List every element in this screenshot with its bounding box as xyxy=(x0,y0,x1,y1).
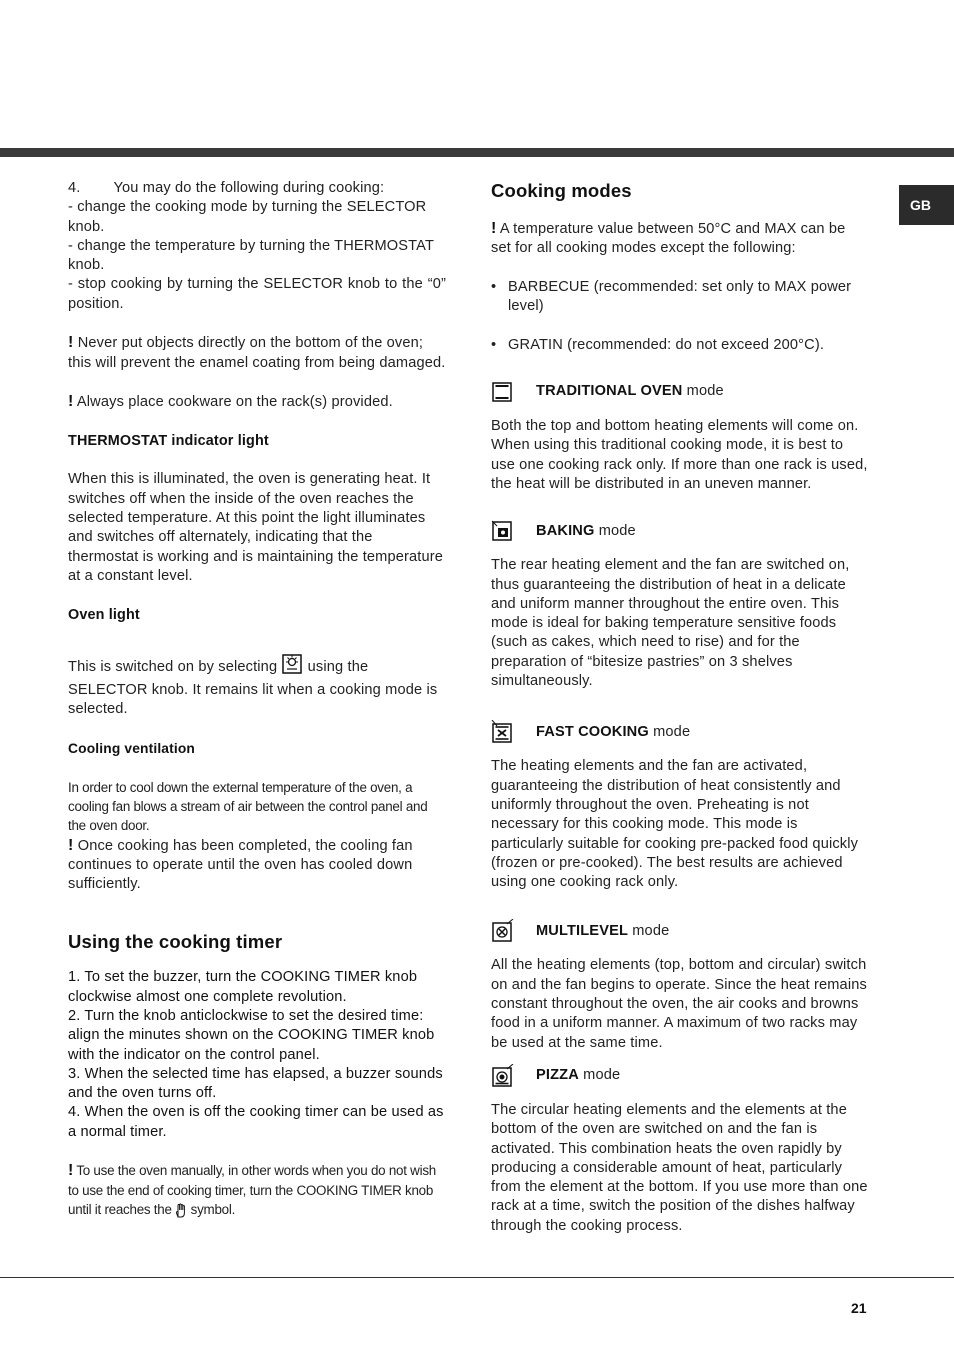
exception-item: • BARBECUE (recommended: set only to MAX power level) xyxy=(491,278,869,317)
mode-description: All the heating elements (top, bottom and circular) switch on and the fan begins to operate. Since the heat remains constant throughout the oven, the air cooks and browns food in a uniform manner. A maximum of two racks may be used at the same time. xyxy=(491,957,867,1051)
mode-description: The heating elements and the fan are activated, guaranteeing the distribution of heat consistently and uniformly throughout the oven. Preheating is not necessary for this cooking mode. This mode is particularly suitable for cooking pre-packed food quickly (frozen or pre-cooked). The best results are achieved using one cooking rack only. xyxy=(491,758,859,891)
manual-note: ! To use the oven manually, in other words when you do not wish to use the end of cooking timer, turn the COOKING TIMER knob until it reaches the symbol. xyxy=(68,1161,446,1223)
pizza-icon xyxy=(491,1064,536,1088)
mode-heading-multilevel: MULTILEVEL mode xyxy=(491,916,869,946)
mode-description: The circular heating elements and the elements at the bottom of the oven are switched on and the fan is activated. This combination heats the oven rapidly by producing a considerable amount of heat, particularly from the element at the bottom. If you use more than one rack at a time, switch the position of the dishes halfway through the cooking process. xyxy=(491,1101,868,1234)
mode-heading-pizza: PIZZA mode xyxy=(491,1061,869,1091)
cooling-text: In order to cool down the external temperature of the oven, a cooling fan blows a stream of air between the control panel and the oven door. xyxy=(68,779,428,834)
fast-cooking-icon xyxy=(491,720,536,744)
mode-description: Both the top and bottom heating elements will come on. When using this traditional cooking mode, it is best to use one cooking rack only. If more than one rack is used, the heat will be distributed in an uneven manner. xyxy=(491,418,868,492)
bullet-mark: • xyxy=(491,336,497,353)
warning-rack: ! Always place cookware on the rack(s) provided. xyxy=(68,393,393,411)
bullet-mark: • xyxy=(491,278,497,295)
mode-name: BAKING xyxy=(536,522,595,539)
language-tab xyxy=(899,185,954,225)
step-4: 4. You may do the following during cooking: xyxy=(68,180,385,196)
mode-name: PIZZA xyxy=(536,1067,579,1084)
traditional-oven-icon xyxy=(491,381,536,403)
during-item: - change the temperature by turning the THERMOSTAT knob. xyxy=(68,237,434,274)
mode-name: MULTILEVEL xyxy=(536,922,629,939)
mode-heading-traditional-oven: TRADITIONAL OVEN mode xyxy=(491,377,869,407)
mode-name: TRADITIONAL OVEN xyxy=(536,383,683,400)
during-item: - change the cooking mode by turning the SELECTOR knob. xyxy=(68,199,427,235)
page-number: 21 xyxy=(851,1300,867,1316)
mode-description: The rear heating element and the fan are switched on, thus guaranteeing the distribution of heat in a delicate and uniform manner throughout the entire oven. This mode is ideal for baking temperature sensitive foods (such as cakes, which need to rise) and for the preparation of “bitesize pastries” on 3 shelves simultaneously. xyxy=(491,557,850,690)
timer-step: 3. When the selected time has elapsed, a buzzer sounds and the oven turns off. xyxy=(68,1065,443,1102)
warning-mark: ! xyxy=(68,334,74,352)
warning-mark: ! xyxy=(491,220,497,237)
mode-heading-baking: BAKING mode xyxy=(491,516,869,546)
thermostat-title: THERMOSTAT indicator light xyxy=(68,432,269,449)
oven-light-title: Oven light xyxy=(68,606,140,623)
exception-item: • GRATIN (recommended: do not exceed 200°C). xyxy=(491,336,869,355)
timer-step: 4. When the oven is off the cooking timer can be used as a normal timer. xyxy=(68,1104,444,1140)
oven-light-icon xyxy=(281,653,303,681)
warning-mark: ! xyxy=(68,393,74,411)
timer-title: Using the cooking timer xyxy=(68,931,283,953)
cooling-warning: ! Once cooking has been completed, the cooling fan continues to operate until the oven has cooled down sufficiently. xyxy=(68,836,413,893)
multilevel-icon xyxy=(491,919,536,943)
oven-light-text: This is switched on by selecting using the SELECTOR knob. It remains lit when a cooking mode is selected. xyxy=(68,653,446,720)
thermostat-text: When this is illuminated, the oven is generating heat. It switches off when the inside of the oven reaches the selected temperature. At this point the light illuminates and switches off alternately, indicating that the thermostat is working and is maintaining the temperature at a constant level. xyxy=(68,471,444,584)
during-item: - stop cooking by turning the SELECTOR knob to the “0” position. xyxy=(68,276,446,312)
warning-enamel: ! Never put objects directly on the bottom of the oven; this will prevent the enamel coating from being damaged. xyxy=(68,334,446,371)
timer-step: 2. Turn the knob anticlockwise to set the desired time: align the minutes shown on the COOKING TIMER knob with the indicator on the control panel. xyxy=(68,1007,435,1063)
header-rule xyxy=(0,148,954,157)
timer-step: 1. To set the buzzer, turn the COOKING TIMER knob clockwise almost one complete revolution. xyxy=(68,969,418,1005)
mode-heading-fast-cooking: FAST COOKING mode xyxy=(491,717,869,747)
language-tab-label: GB xyxy=(910,197,931,213)
cooking-modes-title: Cooking modes xyxy=(491,180,632,201)
left-column xyxy=(68,179,446,1223)
warning-mark: ! xyxy=(68,1162,74,1180)
baking-icon xyxy=(491,520,536,542)
right-column xyxy=(491,179,869,1236)
cooling-title: Cooling ventilation xyxy=(68,741,196,757)
warning-mark: ! xyxy=(68,836,74,854)
mode-name: FAST COOKING xyxy=(536,723,649,740)
cooking-modes-intro: ! A temperature value between 50°C and MAX can be set for all cooking modes except the following: xyxy=(491,220,846,257)
footer-rule xyxy=(0,1277,954,1278)
hand-icon xyxy=(175,1203,187,1223)
